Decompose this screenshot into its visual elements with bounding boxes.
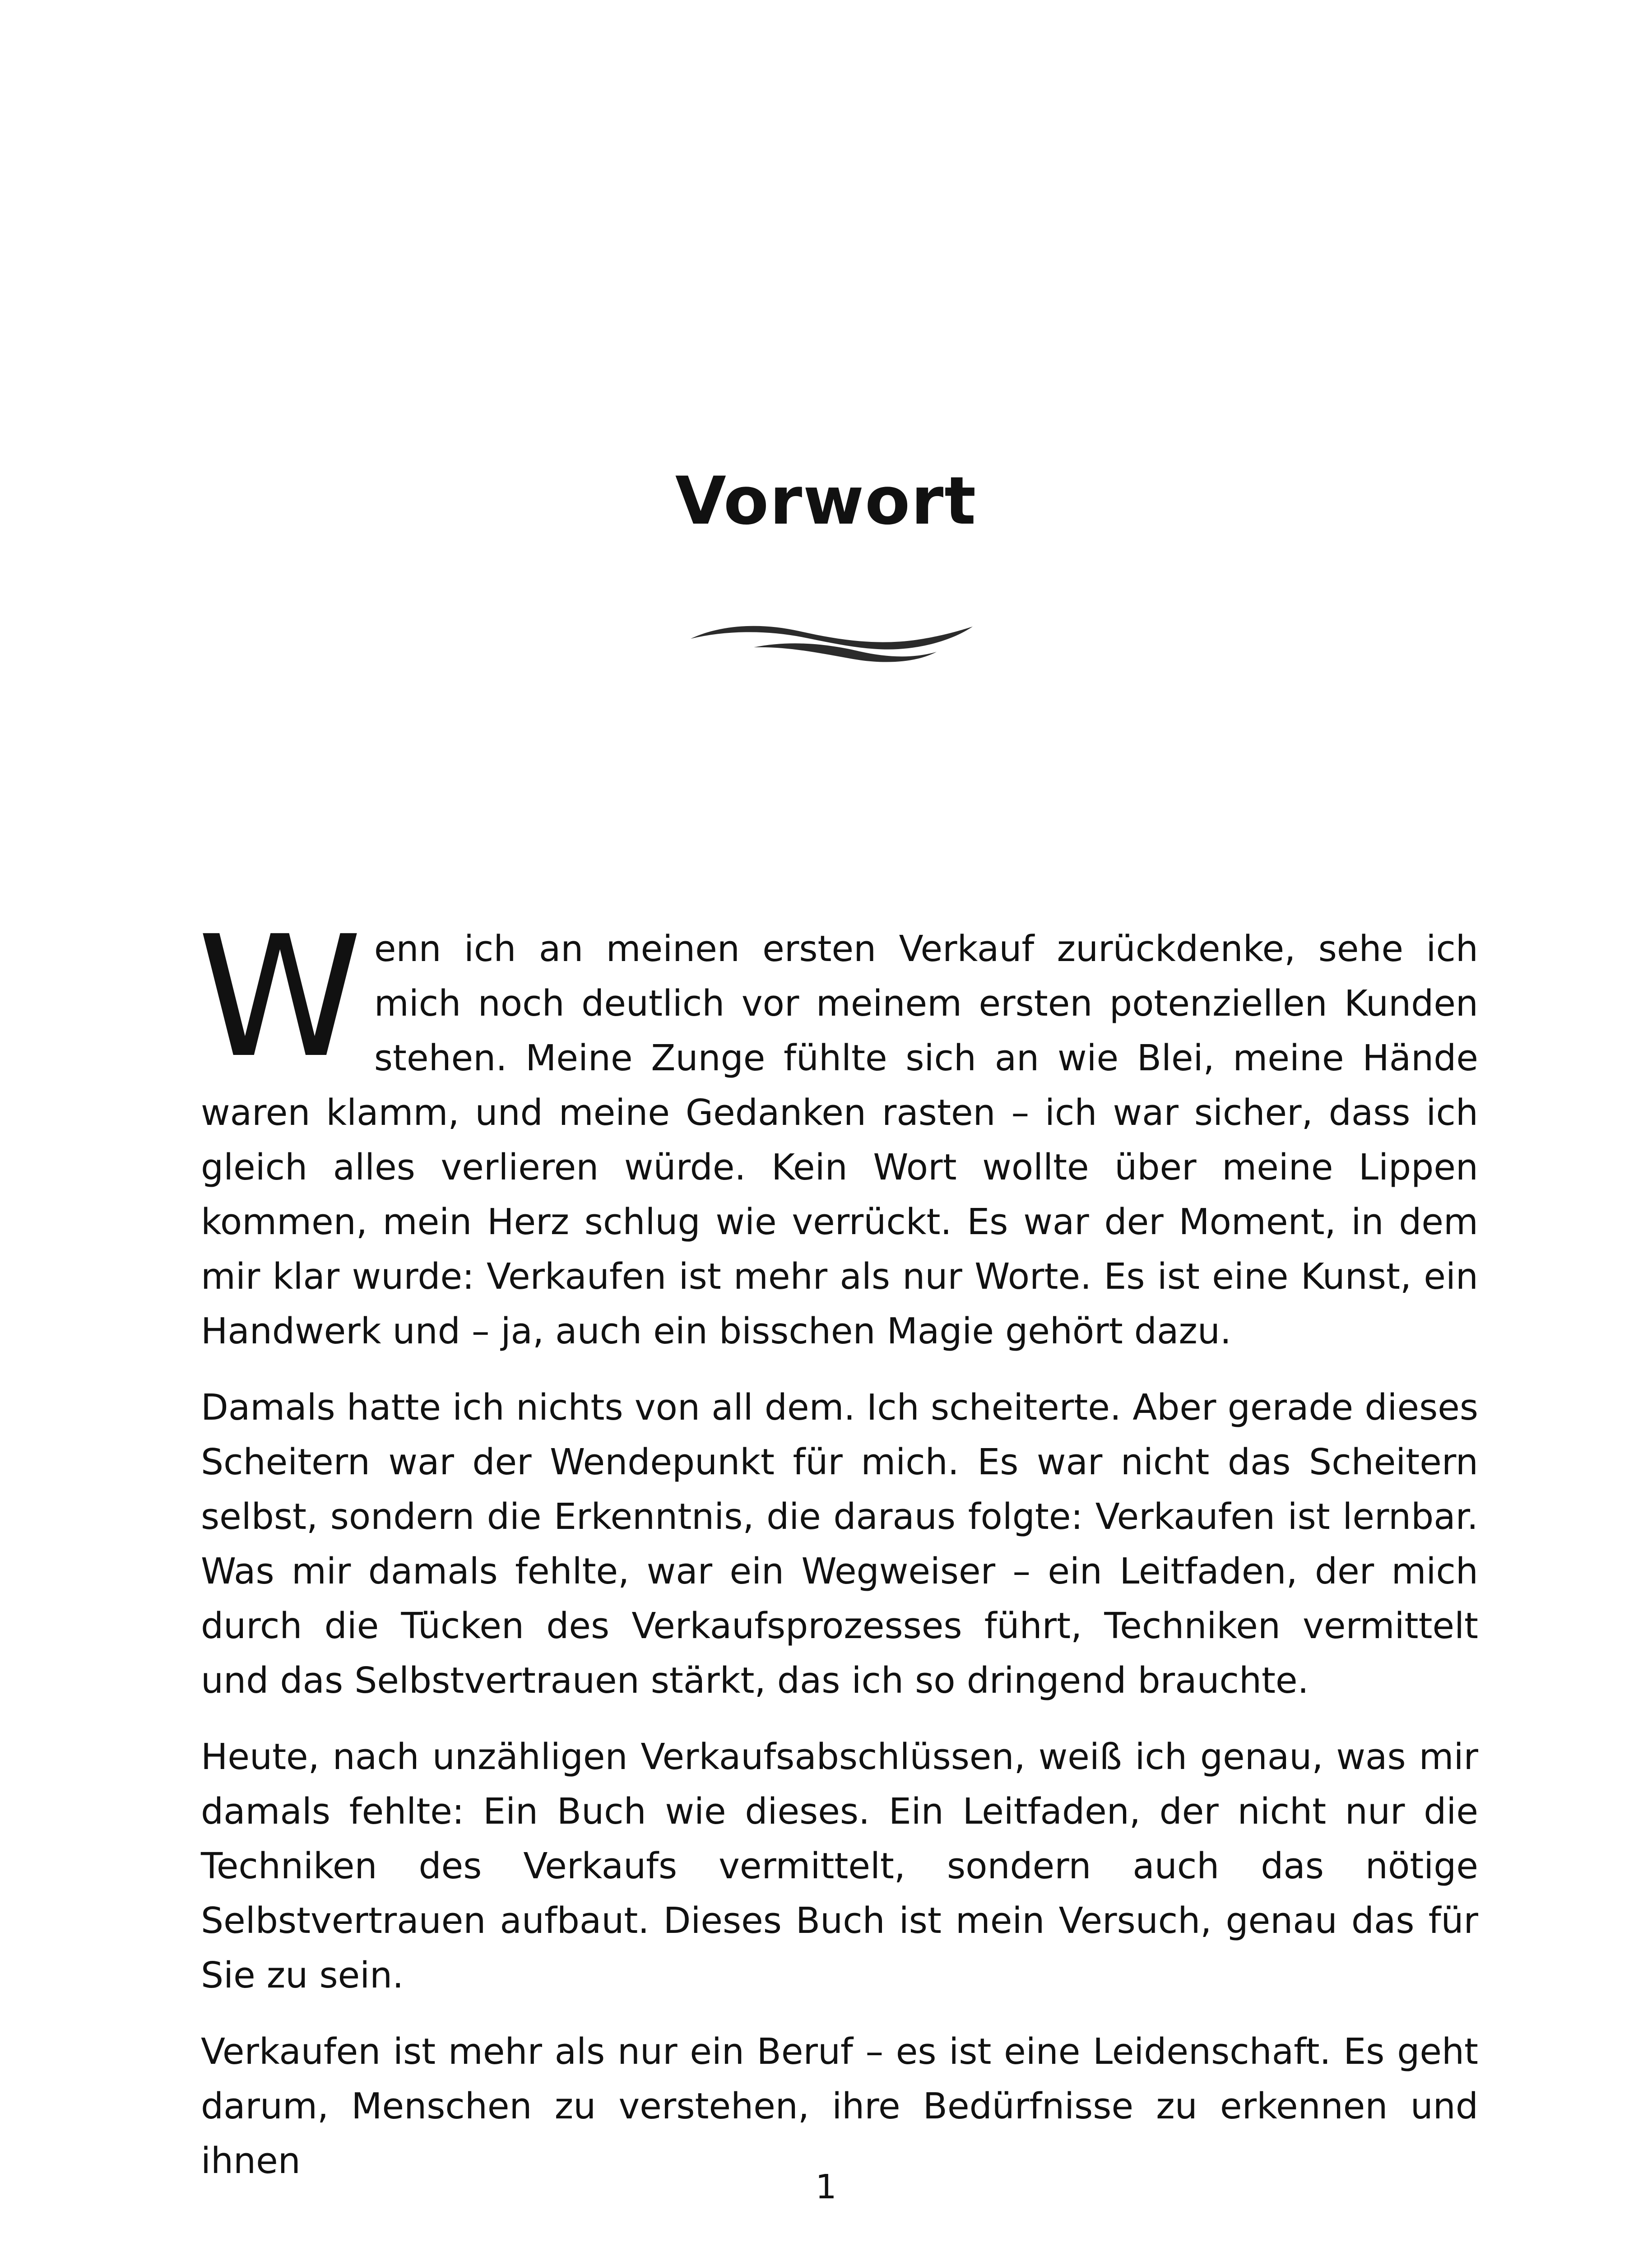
paragraph-4: Verkaufen ist mehr als nur ein Beruf – es ist eine Leidenschaft. Es geht darum, Menschen zu verstehen, ihre Bedürfnisse zu erkennen und ihnen [201,2031,1478,2182]
page-number: 1 [815,2168,837,2206]
paragraph-1 [197,901,1478,1359]
paragraph-3: Heute, nach unzähligen Verkaufsabschlüssen, weiß ich genau, was mir damals fehlte: Ein Buch wie dieses. Ein Leitfaden, der nicht nur die Techniken des Verkaufs vermittelt, sondern auch das nötige Selbstvertrauen aufbaut. Dieses Buch ist mein Versuch, genau das für Sie zu sein. [201,1736,1478,1996]
wave-divider-icon [686,614,975,668]
preface-body [197,901,1478,2210]
paragraph-1-text: enn ich an meinen ersten Verkauf zurückdenke, sehe ich mich noch deutlich vor meinem ersten potenziellen Kunden stehen. Meine Zunge fühlte sich an wie Blei, meine Hände waren klamm, und meine Gedanken rasten – ich war sicher, dass ich gleich alles verlieren würde. Kein Wort wollte über meine Lippen kommen, mein Herz schlug wie verrückt. Es war der Moment, in dem mir klar wurde: Verkaufen ist mehr als nur Worte. Es ist eine Kunst, ein Handwerk und – ja, auch ein bisschen Magie gehört dazu. [201,928,1478,1352]
chapter-title: Vorwort [675,463,977,539]
paragraph-2: Damals hatte ich nichts von all dem. Ich scheiterte. Aber gerade dieses Scheitern war der Wendepunkt für mich. Es war nicht das Scheitern selbst, sondern die Erkenntnis, die daraus folgte: Verkaufen ist lernbar. Was mir damals fehlte, war ein Wegweiser – ein Leitfaden, der mich durch die Tücken des Verkaufsprozesses führt, Techniken vermittelt und das Selbstvertrauen stärkt, das ich so dringend brauchte. [201,1387,1478,1701]
drop-cap: W [197,901,362,1095]
